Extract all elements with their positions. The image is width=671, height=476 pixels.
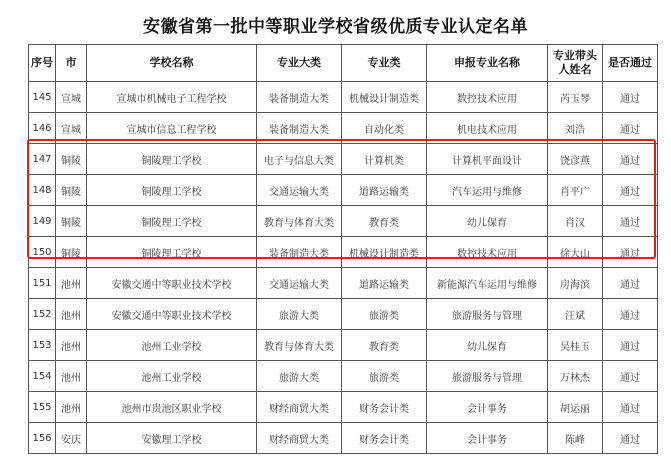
- cell-seq: 156: [29, 423, 56, 454]
- cell-major-category: 旅游大类: [257, 299, 342, 330]
- table-row: [29, 330, 658, 361]
- table-row: [29, 144, 658, 175]
- cell-major-class: 自动化类: [342, 113, 427, 144]
- cell-major-name: 会计事务: [427, 423, 548, 454]
- cell-major-class: 机械设计制造类: [342, 82, 427, 113]
- cell-major-class: 教育类: [342, 330, 427, 361]
- cell-major-name: 数控技术应用: [427, 237, 548, 268]
- header-leader-name: 专业带头人姓名: [548, 45, 603, 82]
- cell-city: 铜陵: [56, 175, 87, 206]
- cell-school-name: 铜陵理工学校: [87, 237, 257, 268]
- cell-seq: 152: [29, 299, 56, 330]
- cell-leader-name: 肖平广: [548, 175, 603, 206]
- cell-seq: 149: [29, 206, 56, 237]
- cell-passed: 通过: [603, 237, 658, 268]
- table-row: [29, 361, 658, 392]
- cell-leader-name: 房海滨: [548, 268, 603, 299]
- cell-passed: 通过: [603, 113, 658, 144]
- cell-seq: 145: [29, 82, 56, 113]
- cell-school-name: 池州工业学校: [87, 330, 257, 361]
- cell-major-category: 旅游大类: [257, 361, 342, 392]
- cell-school-name: 安徽理工学校: [87, 423, 257, 454]
- header-passed: 是否通过: [603, 45, 658, 82]
- table-row: [29, 113, 658, 144]
- cell-major-class: 道路运输类: [342, 268, 427, 299]
- cell-school-name: 安徽交通中等职业技术学校: [87, 268, 257, 299]
- cell-leader-name: 胡运丽: [548, 392, 603, 423]
- cell-leader-name: 徐大山: [548, 237, 603, 268]
- cell-city: 池州: [56, 330, 87, 361]
- page-title: 安徽省第一批中等职业学校省级优质专业认定名单: [143, 17, 528, 37]
- cell-major-category: 装备制造大类: [257, 237, 342, 268]
- cell-passed: 通过: [603, 361, 658, 392]
- cell-seq: 146: [29, 113, 56, 144]
- cell-school-name: 铜陵理工学校: [87, 175, 257, 206]
- cell-school-name: 池州市贵池区职业学校: [87, 392, 257, 423]
- cell-city: 铜陵: [56, 237, 87, 268]
- cell-seq: 154: [29, 361, 56, 392]
- cell-passed: 通过: [603, 82, 658, 113]
- cell-passed: 通过: [603, 330, 658, 361]
- header-seq: 序号: [29, 45, 56, 82]
- cell-major-class: 旅游类: [342, 299, 427, 330]
- header-city: 市: [56, 45, 87, 82]
- cell-leader-name: 汪斌: [548, 299, 603, 330]
- table-row: [29, 175, 658, 206]
- cell-passed: 通过: [603, 392, 658, 423]
- table-row: [29, 82, 658, 113]
- cell-school-name: 铜陵理工学校: [87, 144, 257, 175]
- cell-major-category: 教育与体育大类: [257, 330, 342, 361]
- cell-leader-name: 饶彦燕: [548, 144, 603, 175]
- cell-major-name: 汽车运用与维修: [427, 175, 548, 206]
- header-major-class: 专业类: [342, 45, 427, 82]
- cell-seq: 147: [29, 144, 56, 175]
- cell-leader-name: 刘浩: [548, 113, 603, 144]
- cell-school-name: 宣城市信息工程学校: [87, 113, 257, 144]
- cell-major-category: 财经商贸大类: [257, 423, 342, 454]
- cell-city: 铜陵: [56, 144, 87, 175]
- cell-city: 宣城: [56, 82, 87, 113]
- cell-leader-name: 陈峰: [548, 423, 603, 454]
- cell-city: 池州: [56, 392, 87, 423]
- cell-passed: 通过: [603, 175, 658, 206]
- cell-seq: 155: [29, 392, 56, 423]
- table-row: [29, 392, 658, 423]
- cell-passed: 通过: [603, 206, 658, 237]
- cell-major-category: 装备制造大类: [257, 82, 342, 113]
- cell-major-class: 教育类: [342, 206, 427, 237]
- table-body: [29, 82, 658, 454]
- cell-school-name: 宣城市机械电子工程学校: [87, 82, 257, 113]
- cell-passed: 通过: [603, 268, 658, 299]
- table-row: [29, 237, 658, 268]
- cell-passed: 通过: [603, 299, 658, 330]
- cell-school-name: 安徽交通中等职业技术学校: [87, 299, 257, 330]
- cell-seq: 151: [29, 268, 56, 299]
- cell-major-class: 旅游类: [342, 361, 427, 392]
- cell-city: 池州: [56, 299, 87, 330]
- school-list-table: [28, 44, 658, 454]
- cell-major-name: 幼儿保育: [427, 206, 548, 237]
- table-row: [29, 268, 658, 299]
- header-major-name: 申报专业名称: [427, 45, 548, 82]
- cell-leader-name: 芮玉琴: [548, 82, 603, 113]
- cell-major-category: 装备制造大类: [257, 113, 342, 144]
- cell-major-name: 旅游服务与管理: [427, 361, 548, 392]
- cell-city: 池州: [56, 361, 87, 392]
- table-header: [29, 45, 658, 82]
- cell-major-category: 教育与体育大类: [257, 206, 342, 237]
- cell-leader-name: 肖汉: [548, 206, 603, 237]
- cell-major-category: 交通运输大类: [257, 175, 342, 206]
- cell-major-class: 道路运输类: [342, 175, 427, 206]
- header-school-name: 学校名称: [87, 45, 257, 82]
- cell-seq: 150: [29, 237, 56, 268]
- cell-major-category: 交通运输大类: [257, 268, 342, 299]
- table-row: [29, 206, 658, 237]
- cell-major-name: 机电技术应用: [427, 113, 548, 144]
- cell-major-name: 会计事务: [427, 392, 548, 423]
- cell-major-name: 数控技术应用: [427, 82, 548, 113]
- cell-city: 池州: [56, 268, 87, 299]
- cell-leader-name: 万林杰: [548, 361, 603, 392]
- table-row: [29, 299, 658, 330]
- cell-school-name: 铜陵理工学校: [87, 206, 257, 237]
- cell-major-class: 机械设计制造类: [342, 237, 427, 268]
- cell-major-class: 财务会计类: [342, 423, 427, 454]
- cell-passed: 通过: [603, 144, 658, 175]
- cell-passed: 通过: [603, 423, 658, 454]
- cell-major-name: 新能源汽车运用与维修: [427, 268, 548, 299]
- cell-major-category: 财经商贸大类: [257, 392, 342, 423]
- cell-seq: 148: [29, 175, 56, 206]
- header-major-category: 专业大类: [257, 45, 342, 82]
- cell-major-name: 计算机平面设计: [427, 144, 548, 175]
- cell-major-category: 电子与信息大类: [257, 144, 342, 175]
- cell-major-name: 旅游服务与管理: [427, 299, 548, 330]
- cell-seq: 153: [29, 330, 56, 361]
- cell-leader-name: 吴桂玉: [548, 330, 603, 361]
- cell-major-class: 计算机类: [342, 144, 427, 175]
- table-row: [29, 423, 658, 454]
- cell-school-name: 池州工业学校: [87, 361, 257, 392]
- cell-major-name: 幼儿保育: [427, 330, 548, 361]
- cell-major-class: 财务会计类: [342, 392, 427, 423]
- cell-city: 安庆: [56, 423, 87, 454]
- cell-city: 宣城: [56, 113, 87, 144]
- cell-city: 铜陵: [56, 206, 87, 237]
